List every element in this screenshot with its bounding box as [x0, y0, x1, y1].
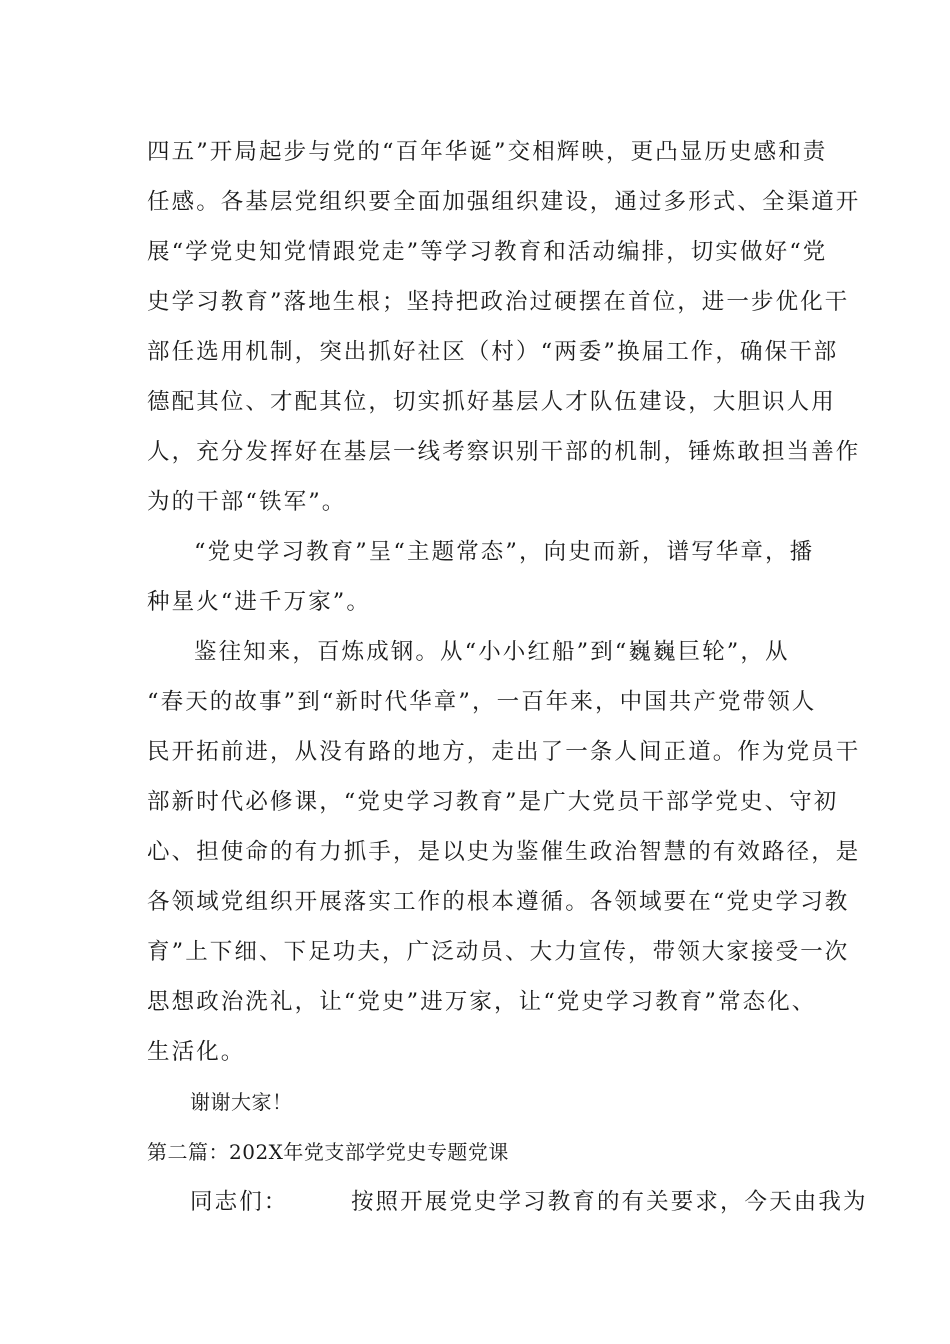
text-line: 种星火“进千万家”。 — [147, 589, 372, 615]
text-line: 展“学党史知党情跟党走”等学习教育和活动编排，切实做好“党 — [147, 239, 828, 265]
text-line: “党史学习教育”呈“主题常态”，向史而新，谱写华章，播 — [194, 539, 815, 565]
text-line: 各领域党组织开展落实工作的根本遵循。各领域要在“党史学习教 — [147, 889, 850, 915]
text-line: 思想政治洗礼，让“党史”进万家，让“党史学习教育”常态化、 — [147, 989, 817, 1015]
text-line: 任感。各基层党组织要全面加强组织建设，通过多形式、全渠道开 — [147, 189, 861, 215]
text-line: “春天的故事”到“新时代华章”，一百年来，中国共产党带领人 — [147, 689, 817, 715]
section-heading: 第二篇：202X年党支部学党史专题党课 — [147, 1140, 509, 1164]
text-line: 民开拓前进，从没有路的地方，走出了一条人间正道。作为党员干 — [147, 739, 861, 765]
text-line: 育”上下细、下足功夫，广泛动员、大力宣传，带领大家接受一次 — [147, 939, 850, 965]
text-line: 四五”开局起步与党的“百年华诞”交相辉映，更凸显历史感和责 — [147, 139, 828, 165]
text-line: 部新时代必修课，“党史学习教育”是广大党员干部学党史、守初 — [147, 789, 839, 815]
text-line: 德配其位、才配其位，切实抓好基层人才队伍建设，大胆识人用 — [147, 389, 836, 415]
text-line: 为的干部“铁军”。 — [147, 489, 347, 515]
text-line: 部任选用机制，突出抓好社区（村）“两委”换届工作，确保干部 — [147, 339, 839, 365]
text-line: 史学习教育”落地生根；坚持把政治过硬摆在首位，进一步优化干 — [147, 289, 850, 315]
text-line: 心、担使命的有力抓手，是以史为鉴催生政治智慧的有效路径，是 — [147, 839, 861, 865]
closing-line: 谢谢大家！ — [190, 1090, 293, 1114]
text-line: 鉴往知来，百炼成钢。从“小小红船”到“巍巍巨轮”，从 — [194, 639, 790, 665]
text-line: 生活化。 — [147, 1039, 246, 1065]
text-line: 同志们： 按照开展党史学习教育的有关要求，今天由我为 — [190, 1189, 868, 1215]
text-line: 人，充分发挥好在基层一线考察识别干部的机制，锤炼敢担当善作 — [147, 439, 861, 465]
